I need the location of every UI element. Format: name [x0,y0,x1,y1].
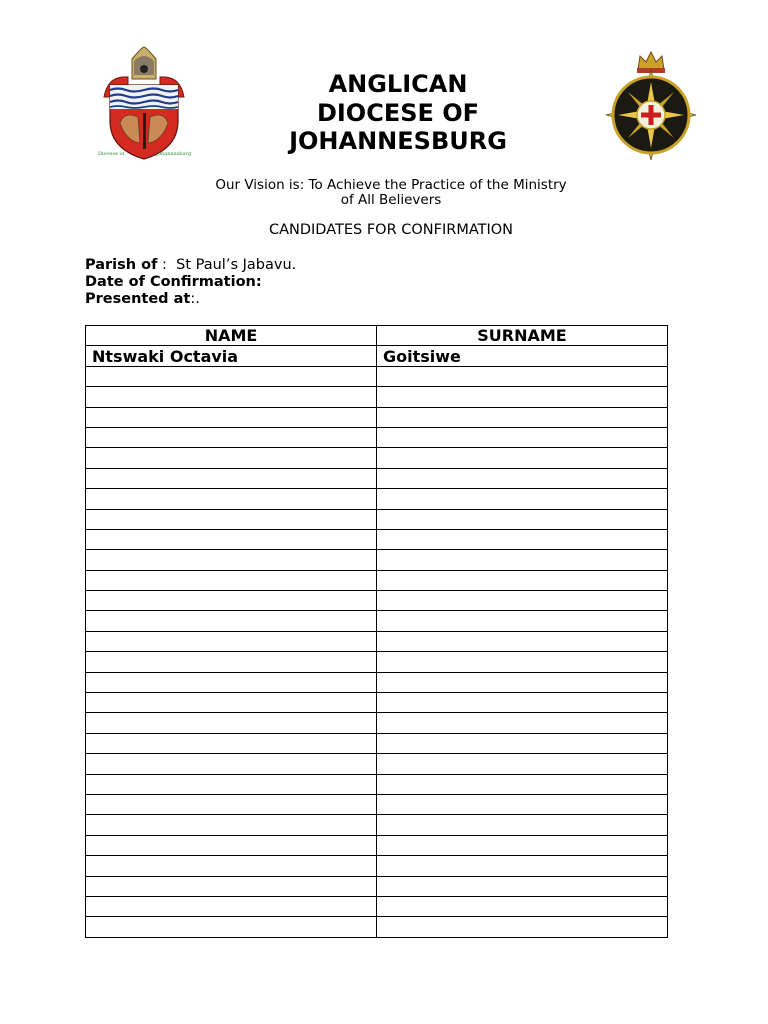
parish-separator: : [157,257,172,273]
name-cell[interactable] [86,774,377,794]
table-row [86,652,668,672]
table-row [86,489,668,509]
surname-cell[interactable] [377,366,668,386]
surname-cell[interactable] [377,794,668,814]
vision-line-1: Our Vision is: To Achieve the Practice of the Ministry [215,177,567,193]
surname-cell[interactable] [377,448,668,468]
table-row [86,529,668,549]
crest-caption-left: Diocese of [98,151,125,157]
vision-line-2: of All Believers [340,192,442,208]
surname-cell[interactable] [377,733,668,753]
name-cell[interactable] [86,550,377,570]
surname-cell[interactable] [377,896,668,916]
surname-cell[interactable] [377,835,668,855]
table-header-row [86,326,668,346]
table-row [86,815,668,835]
name-cell[interactable] [86,896,377,916]
parish-value: St Paul’s Jabavu. [176,257,297,273]
surname-cell[interactable] [377,550,668,570]
section-heading: CANDIDATES FOR CONFIRMATION [268,222,514,238]
name-cell[interactable] [86,794,377,814]
surname-cell[interactable] [377,754,668,774]
surname-cell[interactable]: Goitsiwe [377,346,668,366]
diocese-crest-icon [98,45,190,163]
surname-cell[interactable] [377,407,668,427]
surname-cell[interactable] [377,693,668,713]
surname-cell[interactable] [377,509,668,529]
surname-cell[interactable] [377,427,668,447]
table-row [86,407,668,427]
compass-seal-logo [604,48,698,162]
table-row [86,896,668,916]
table-row [86,570,668,590]
surname-cell[interactable] [377,876,668,896]
table-row [86,427,668,447]
table-body [86,346,668,937]
presented-label: Presented at [85,291,191,307]
column-header-surname: SURNAME [377,326,668,346]
table-row [86,346,668,366]
table-row [86,509,668,529]
table-row [86,794,668,814]
vision-statement [190,178,592,208]
name-cell[interactable] [86,448,377,468]
name-cell[interactable] [86,366,377,386]
table-row [86,693,668,713]
surname-cell[interactable] [377,713,668,733]
table-row [86,631,668,651]
title-line-2: DIOCESE OF [316,98,480,127]
surname-cell[interactable] [377,591,668,611]
table-row [86,468,668,488]
surname-cell[interactable] [377,917,668,937]
diocese-crest-logo [98,45,190,163]
presented-line [85,291,296,308]
table-row [86,366,668,386]
name-cell[interactable] [86,856,377,876]
name-cell[interactable] [86,407,377,427]
table-row [86,448,668,468]
name-cell[interactable] [86,570,377,590]
name-cell[interactable] [86,815,377,835]
surname-cell[interactable] [377,856,668,876]
name-cell[interactable] [86,835,377,855]
name-cell[interactable] [86,489,377,509]
name-cell[interactable] [86,733,377,753]
confirmation-info [85,257,296,308]
surname-cell[interactable] [377,489,668,509]
surname-cell[interactable] [377,672,668,692]
table-row [86,835,668,855]
name-cell[interactable] [86,693,377,713]
parish-line [85,257,296,274]
table-row [86,754,668,774]
table-row [86,774,668,794]
name-cell[interactable] [86,672,377,692]
surname-cell[interactable] [377,815,668,835]
date-line [85,274,296,291]
table-row [86,856,668,876]
table-row [86,387,668,407]
date-label: Date of Confirmation: [85,274,262,290]
table-row [86,672,668,692]
presented-value: :. [190,291,200,307]
page-title [250,70,546,156]
name-cell[interactable] [86,509,377,529]
name-cell[interactable] [86,754,377,774]
surname-cell[interactable] [377,387,668,407]
name-cell[interactable]: Ntswaki Octavia [86,346,377,366]
crest-caption-right: Johannesburg [156,151,192,157]
name-cell[interactable] [86,876,377,896]
name-cell[interactable] [86,713,377,733]
name-cell[interactable] [86,468,377,488]
name-cell[interactable] [86,427,377,447]
table-row [86,591,668,611]
name-cell[interactable] [86,529,377,549]
surname-cell[interactable] [377,611,668,631]
title-line-1: ANGLICAN [328,70,468,98]
name-cell[interactable] [86,611,377,631]
table-row [86,876,668,896]
compass-rose-seal-icon [604,48,698,162]
name-cell[interactable] [86,652,377,672]
table-row [86,713,668,733]
surname-cell[interactable] [377,652,668,672]
candidates-table [85,325,668,938]
table-row [86,611,668,631]
surname-cell[interactable] [377,631,668,651]
table-row [86,917,668,937]
name-cell[interactable] [86,631,377,651]
surname-cell[interactable] [377,774,668,794]
table-row [86,733,668,753]
table-row [86,550,668,570]
name-cell[interactable] [86,591,377,611]
name-cell[interactable] [86,917,377,937]
surname-cell[interactable] [377,529,668,549]
column-header-name: NAME [86,326,377,346]
parish-label: Parish of [85,257,158,273]
surname-cell[interactable] [377,468,668,488]
name-cell[interactable] [86,387,377,407]
surname-cell[interactable] [377,570,668,590]
title-line-3: JOHANNESBURG [289,127,507,155]
